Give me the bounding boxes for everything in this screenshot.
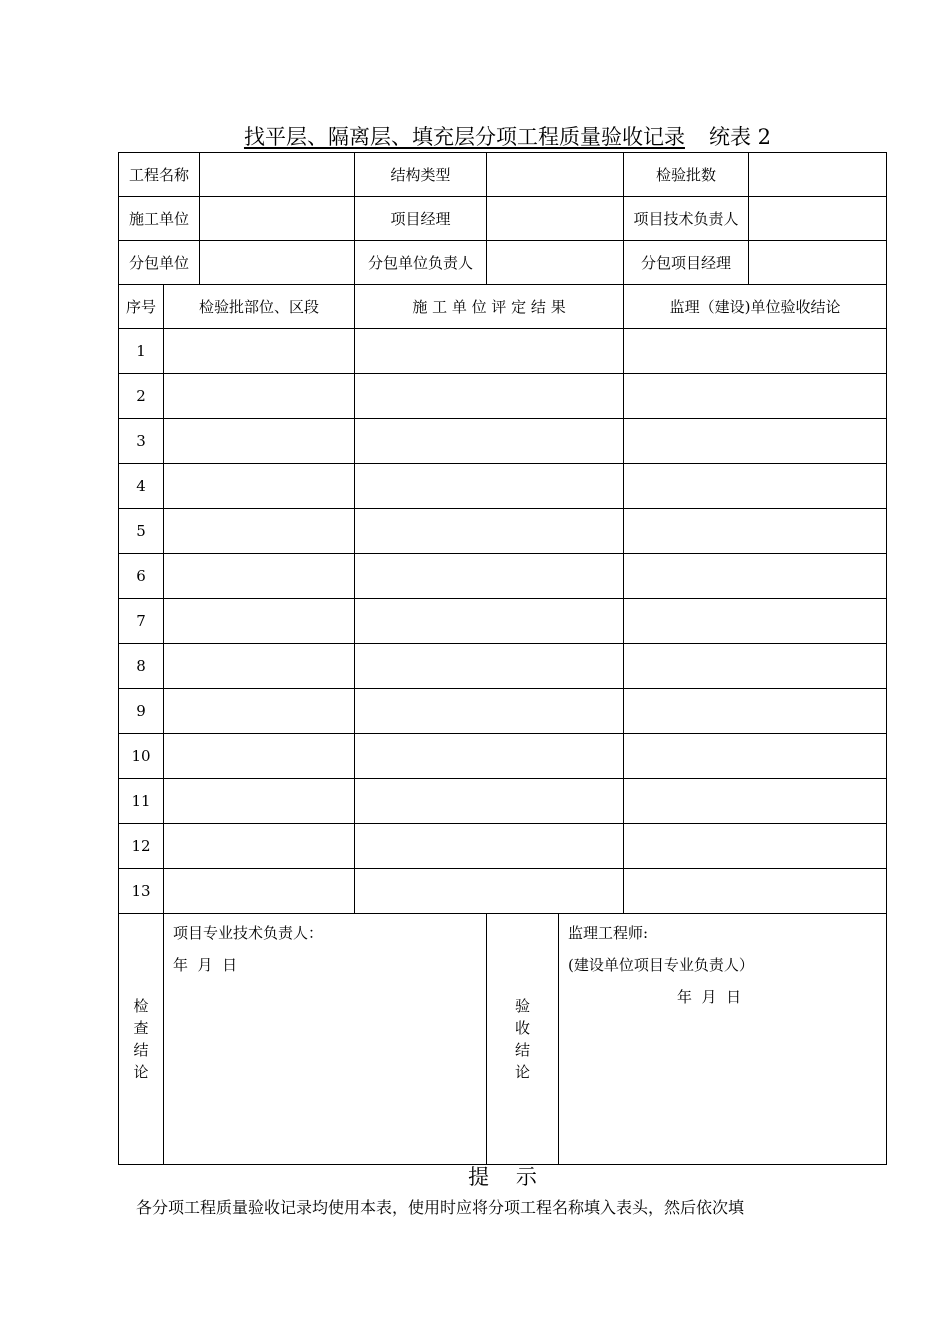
- contractor-result-cell[interactable]: [355, 554, 624, 599]
- contractor-result-cell[interactable]: [355, 419, 624, 464]
- table-row: [119, 509, 887, 554]
- info-label: 分包项目经理: [624, 241, 749, 285]
- contractor-result-cell[interactable]: [355, 464, 624, 509]
- acceptance-date: 年 月 日: [677, 988, 742, 1006]
- hint-title: 提 示: [468, 1165, 547, 1189]
- info-value-cell[interactable]: [200, 197, 355, 241]
- row-number: 2: [119, 374, 164, 419]
- col-header-contractor-result: 施 工 单 位 评 定 结 果: [355, 285, 624, 329]
- section-cell[interactable]: [164, 329, 355, 374]
- supervisor-conclusion-cell[interactable]: [624, 509, 887, 554]
- table-row: [119, 689, 887, 734]
- info-value-cell[interactable]: [487, 153, 624, 197]
- contractor-result-cell[interactable]: [355, 734, 624, 779]
- form-title-suffix: 统表 2: [708, 125, 772, 149]
- info-label: 工程名称: [119, 153, 200, 197]
- row-number: 5: [119, 509, 164, 554]
- info-value-cell[interactable]: [749, 241, 887, 285]
- supervisor-conclusion-cell[interactable]: [624, 419, 887, 464]
- supervisor-conclusion-cell[interactable]: [624, 734, 887, 779]
- section-cell[interactable]: [164, 419, 355, 464]
- col-header-seq: 序号: [119, 285, 164, 329]
- supervisor-conclusion-cell[interactable]: [624, 824, 887, 869]
- supervisor-conclusion-cell[interactable]: [624, 779, 887, 824]
- section-cell[interactable]: [164, 869, 355, 914]
- section-cell[interactable]: [164, 374, 355, 419]
- info-value-cell[interactable]: [200, 153, 355, 197]
- row-number: 11: [119, 779, 164, 824]
- info-row: [119, 153, 887, 197]
- supervisor-conclusion-cell[interactable]: [624, 329, 887, 374]
- section-cell[interactable]: [164, 644, 355, 689]
- row-number: 10: [119, 734, 164, 779]
- section-cell[interactable]: [164, 509, 355, 554]
- table-row: [119, 824, 887, 869]
- info-value-cell[interactable]: [200, 241, 355, 285]
- table-row: [119, 869, 887, 914]
- form-title-main: 找平层、隔离层、填充层分项工程质量验收记录: [243, 125, 685, 149]
- info-row: [119, 197, 887, 241]
- row-number: 12: [119, 824, 164, 869]
- row-number: 6: [119, 554, 164, 599]
- supervisor-conclusion-cell[interactable]: [624, 599, 887, 644]
- contractor-result-cell[interactable]: [355, 644, 624, 689]
- row-number: 3: [119, 419, 164, 464]
- supervisor-conclusion-cell[interactable]: [624, 374, 887, 419]
- info-value-cell[interactable]: [487, 241, 624, 285]
- info-value-cell[interactable]: [749, 197, 887, 241]
- owner-representative-label: (建设单位项目专业负责人）: [568, 956, 754, 974]
- col-header-section: 检验批部位、区段: [164, 285, 355, 329]
- info-label: 检验批数: [624, 153, 749, 197]
- contractor-result-cell[interactable]: [355, 509, 624, 554]
- table-row: [119, 734, 887, 779]
- info-label: 项目经理: [355, 197, 487, 241]
- inspection-conclusion-label: [119, 914, 164, 1165]
- conclusion-row: [119, 914, 887, 1165]
- acceptance-sign-area[interactable]: [559, 914, 887, 1165]
- supervisor-conclusion-cell[interactable]: [624, 464, 887, 509]
- section-cell[interactable]: [164, 824, 355, 869]
- section-cell[interactable]: [164, 554, 355, 599]
- supervisor-conclusion-cell[interactable]: [624, 554, 887, 599]
- row-number: 7: [119, 599, 164, 644]
- contractor-result-cell[interactable]: [355, 599, 624, 644]
- row-number: 4: [119, 464, 164, 509]
- info-label: 结构类型: [355, 153, 487, 197]
- supervisor-conclusion-cell[interactable]: [624, 644, 887, 689]
- supervising-engineer-label: 监理工程师:: [568, 924, 649, 942]
- contractor-result-cell[interactable]: [355, 869, 624, 914]
- supervisor-conclusion-cell[interactable]: [624, 869, 887, 914]
- section-cell[interactable]: [164, 734, 355, 779]
- info-value-cell[interactable]: [749, 153, 887, 197]
- contractor-result-cell[interactable]: [355, 824, 624, 869]
- contractor-result-cell[interactable]: [355, 779, 624, 824]
- column-header-row: [119, 285, 887, 329]
- contractor-result-cell[interactable]: [355, 329, 624, 374]
- supervisor-conclusion-cell[interactable]: [624, 689, 887, 734]
- contractor-result-cell[interactable]: [355, 374, 624, 419]
- info-value-cell[interactable]: [487, 197, 624, 241]
- section-cell[interactable]: [164, 599, 355, 644]
- table-row: [119, 374, 887, 419]
- info-label: 施工单位: [119, 197, 200, 241]
- section-cell[interactable]: [164, 689, 355, 734]
- tech-leader-label: 项目专业技术负责人：: [173, 924, 324, 942]
- table-row: [119, 464, 887, 509]
- row-number: 8: [119, 644, 164, 689]
- info-label: 分包单位负责人: [355, 241, 487, 285]
- contractor-result-cell[interactable]: [355, 689, 624, 734]
- info-label: 项目技术负责人: [624, 197, 749, 241]
- col-header-supervisor-conclusion: 监理（建设)单位验收结论: [624, 285, 887, 329]
- inspection-sign-area[interactable]: [164, 914, 487, 1165]
- row-number: 13: [119, 869, 164, 914]
- table-row: [119, 644, 887, 689]
- table-row: [119, 419, 887, 464]
- table-row: [119, 554, 887, 599]
- row-number: 1: [119, 329, 164, 374]
- table-row: [119, 599, 887, 644]
- form-title: [0, 121, 950, 151]
- inspection-conclusion-text: 检 查 结 论: [133, 997, 149, 1081]
- acceptance-record-table: [118, 152, 887, 1165]
- section-cell[interactable]: [164, 464, 355, 509]
- acceptance-conclusion-label: [487, 914, 559, 1165]
- section-cell[interactable]: [164, 779, 355, 824]
- row-number: 9: [119, 689, 164, 734]
- acceptance-conclusion-text: 验 收 结 论: [515, 997, 531, 1081]
- table-row: [119, 779, 887, 824]
- info-row: [119, 241, 887, 285]
- inspection-date: 年 月 日: [173, 956, 238, 974]
- table-row: [119, 329, 887, 374]
- info-label: 分包单位: [119, 241, 200, 285]
- hint-text: 各分项工程质量验收记录均使用本表，使用时应将分项工程名称填入表头，然后依次填: [136, 1198, 745, 1217]
